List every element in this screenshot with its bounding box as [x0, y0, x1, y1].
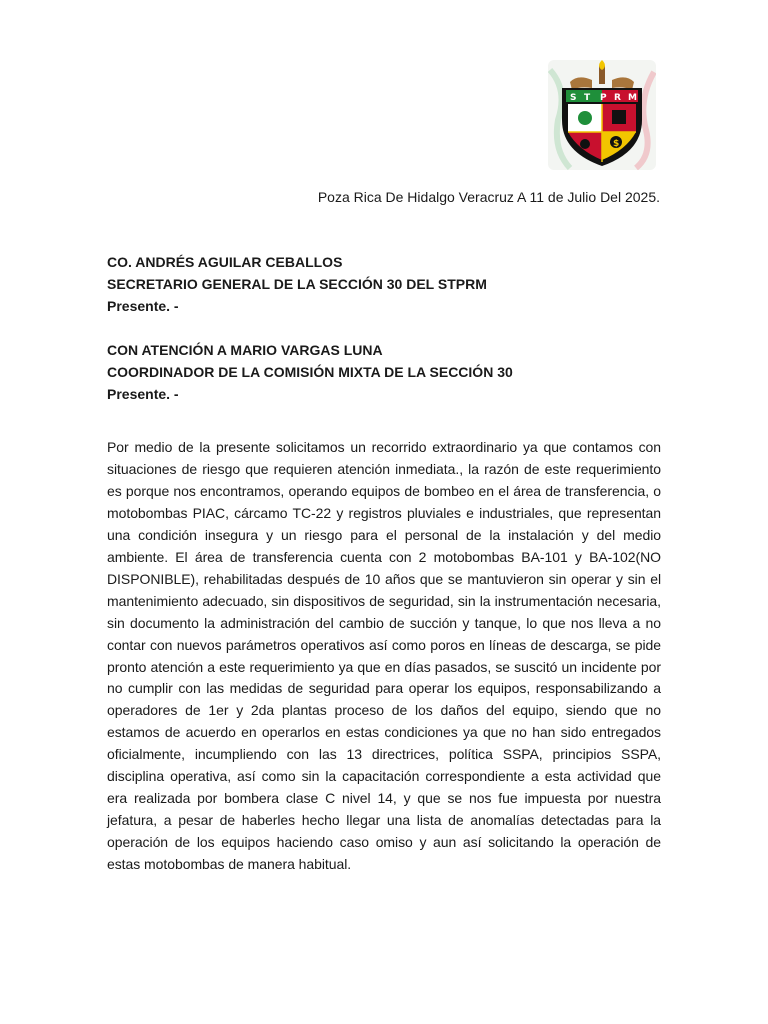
- addressee-secondary: [107, 339, 667, 405]
- svg-text:T: T: [584, 93, 591, 103]
- letter-body-paragraph: Por medio de la presente solicitamos un recorrido extraordinario ya que contamos con situaciones de riesgo que requieren atención inmediata., la razón de este requerimiento es porque nos encontramos, operando equipos de bombeo en el área de transferencia, o motobombas PIAC, cárcamo TC-22 y registros pluviales e industriales, que representan una condición insegura y un riesgo para el personal de la instalación y del medio ambiente. El área de transferencia cuenta con 2 motobombas BA-101 y BA-102(NO DISPONIBLE), rehabilitadas después de 10 años que se mantuvieron sin operar y sin el mantenimiento adecuado, sin dispositivos de seguridad, sin la instrumentación necesaria, sin documento la administración del cambio de succión y tanque, lo que nos lleva a no contar con nuevos parámetros operativos así como poros en líneas de descarga, se pide pronto atención a este requerimiento ya que en días pasados, se suscitó un incidente por no cumplir con las medidas de seguridad para operar los equipos, responsabilizando a operadores de 1er y 2da plantas proceso de los daños del equipo, siendo que no estamos de acuerdo en operarlos en estas condiciones ya que no han sido entregados oficialmente, incumpliendo con las 13 directrices, política SSPA, principios SSPA, disciplina operativa, así como sin la capacitación correspondiente a esta actividad que era realizada por bombera clase C nivel 14, y que se nos fue impuesta por nuestra jefatura, a pesar de haberles hecho llegar una lista de anomalías detectadas para la operación de los equipos haciendo caso omiso y aun así solicitando la operación de estas motobombas de manera habitual.: [107, 439, 661, 873]
- attention-salutation: Presente. -: [107, 386, 179, 402]
- attention-name: CON ATENCIÓN A MARIO VARGAS LUNA: [107, 342, 383, 358]
- addressee-salutation: Presente. -: [107, 298, 179, 314]
- svg-text:M: M: [628, 93, 637, 103]
- place-date: Poza Rica De Hidalgo Veracruz A 11 de Julio Del 2025.: [317, 189, 660, 205]
- addressee-name: CO. ANDRÉS AGUILAR CEBALLOS: [107, 254, 343, 270]
- svg-text:S: S: [570, 93, 577, 103]
- svg-text:P: P: [600, 93, 607, 103]
- svg-text:$: $: [613, 139, 620, 149]
- stprm-union-shield-icon: [548, 60, 656, 170]
- attention-position: COORDINADOR DE LA COMISIÓN MIXTA DE LA SECCIÓN 30: [107, 364, 513, 380]
- addressee-primary: [107, 251, 667, 317]
- stprm-logo: [548, 60, 656, 170]
- svg-text:R: R: [614, 93, 621, 103]
- addressee-position: SECRETARIO GENERAL DE LA SECCIÓN 30 DEL STPRM: [107, 276, 487, 292]
